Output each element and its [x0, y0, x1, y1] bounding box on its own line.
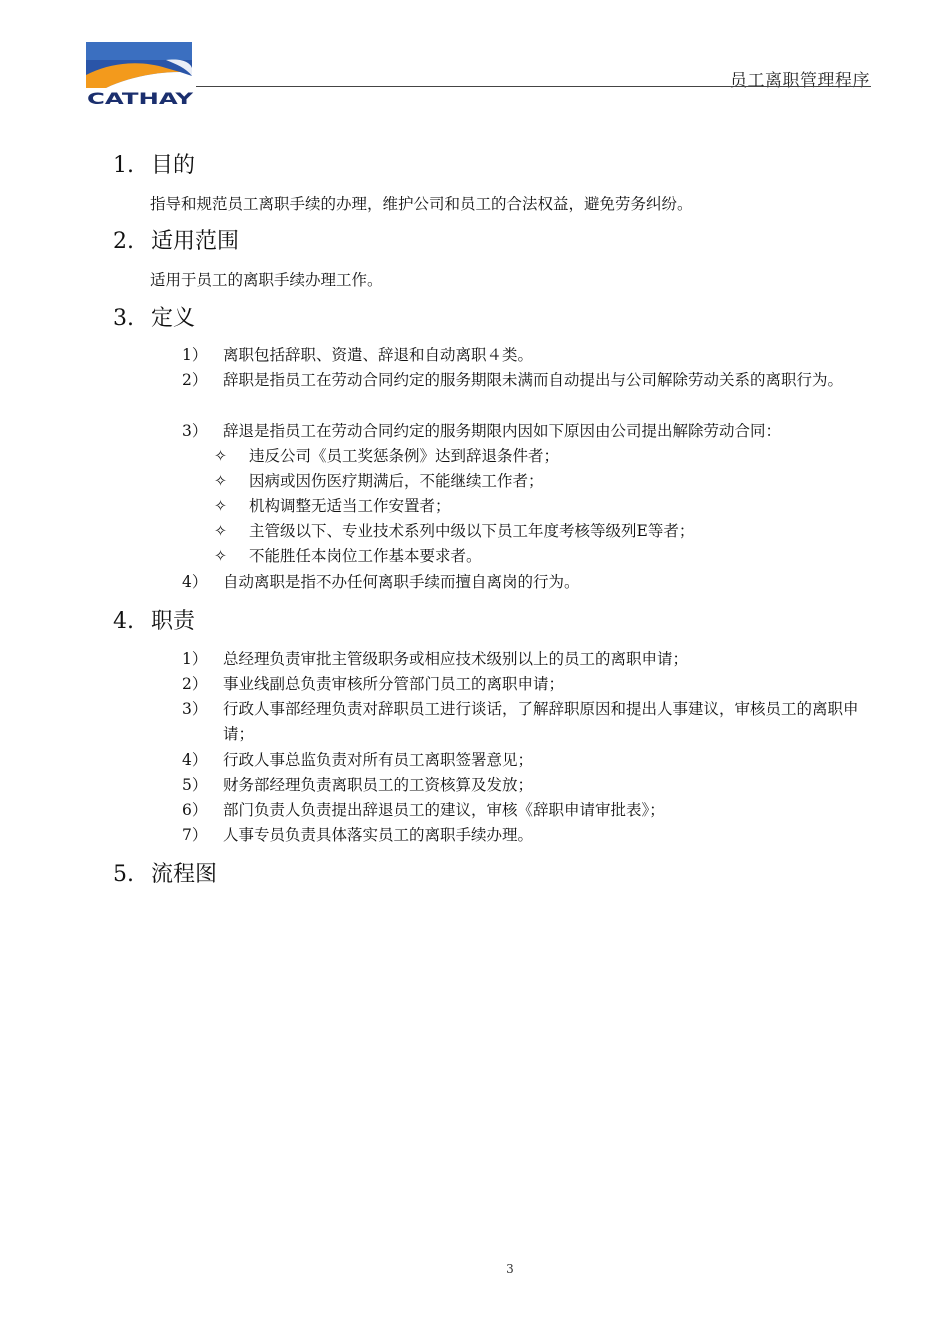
- bullet-item: [214, 444, 559, 469]
- section-heading-purpose: [113, 152, 195, 180]
- bullet-star-icon: ✧: [214, 472, 227, 490]
- list-item: [182, 368, 882, 393]
- section-number: 2.: [113, 229, 134, 254]
- section-heading-scope: [113, 228, 239, 256]
- list-item: [182, 647, 882, 672]
- list-item-text: 离职包括辞职、资遣、辞退和自动离职４类。: [223, 346, 534, 364]
- document-title: 员工离职管理程序: [730, 71, 870, 91]
- bullet-star-icon: ✧: [214, 497, 227, 515]
- section-paragraph: 指导和规范员工离职手续的办理，维护公司和员工的合法权益，避免劳务纠纷。: [150, 195, 693, 213]
- list-item-text: 总经理负责审批主管级职务或相应技术级别以上的员工的离职申请；: [223, 650, 689, 668]
- section-number: 3.: [113, 306, 134, 331]
- header-divider: [196, 86, 871, 87]
- bullet-text: 机构调整无适当工作安置者；: [249, 497, 451, 515]
- list-item-text: 行政人事部经理负责对辞职员工进行谈话，了解辞职原因和提出人事建议，审核员工的离职申请；: [223, 700, 859, 743]
- bullet-star-icon: ✧: [214, 522, 227, 540]
- bullet-star-icon: ✧: [214, 547, 227, 565]
- list-item: [182, 697, 882, 747]
- list-item-text: 辞职是指员工在劳动合同约定的服务期限未满而自动提出与公司解除劳动关系的离职行为。: [223, 371, 844, 389]
- list-item: [182, 748, 882, 773]
- list-item-text: 辞退是指员工在劳动合同约定的服务期限内因如下原因由公司提出解除劳动合同：: [223, 422, 782, 440]
- list-item-number: 4）: [182, 751, 208, 769]
- list-item-number: 1）: [182, 346, 208, 364]
- list-item-text: 行政人事总监负责对所有员工离职签署意见；: [223, 751, 534, 769]
- bullet-item: [214, 519, 694, 544]
- bullet-item: [214, 544, 482, 569]
- list-item-number: 4）: [182, 573, 208, 591]
- bullet-item: [214, 469, 544, 494]
- list-item-text: 人事专员负责具体落实员工的离职手续办理。: [223, 826, 534, 844]
- bullet-text: 违反公司《员工奖惩条例》达到辞退条件者；: [249, 447, 560, 465]
- list-item-text: 事业线副总负责审核所分管部门员工的离职申请；: [223, 675, 565, 693]
- list-item-number: 3）: [182, 700, 208, 718]
- section-paragraph: 适用于员工的离职手续办理工作。: [150, 271, 383, 289]
- list-item-number: 2）: [182, 371, 208, 389]
- section-heading-responsibilities: [113, 608, 195, 636]
- bullet-star-icon: ✧: [214, 447, 227, 465]
- section-number: 1.: [113, 153, 134, 178]
- list-item: [182, 570, 882, 595]
- section-title: 职责: [151, 609, 196, 634]
- section-heading-definitions: [113, 305, 195, 333]
- list-item: [182, 773, 882, 798]
- list-item-text: 自动离职是指不办任何离职手续而擅自离岗的行为。: [223, 573, 580, 591]
- bullet-item: [214, 494, 451, 519]
- list-item: [182, 672, 882, 697]
- section-number: 5.: [113, 862, 134, 887]
- list-item: [182, 823, 882, 848]
- list-item: [182, 798, 882, 823]
- company-logo: [86, 42, 194, 106]
- list-item-text: 财务部经理负责离职员工的工资核算及发放；: [223, 776, 534, 794]
- list-item-number: 6）: [182, 801, 208, 819]
- section-number: 4.: [113, 609, 134, 634]
- section-heading-flowchart: [113, 861, 217, 889]
- list-item-number: 7）: [182, 826, 208, 844]
- list-item-number: 3）: [182, 422, 208, 440]
- list-item-text: 部门负责人负责提出辞退员工的建议，审核《辞职申请审批表》；: [223, 801, 665, 819]
- list-item-number: 5）: [182, 776, 208, 794]
- list-item-number: 1）: [182, 650, 208, 668]
- list-item-number: 2）: [182, 675, 208, 693]
- section-title: 流程图: [151, 862, 218, 887]
- section-title: 定义: [151, 306, 196, 331]
- logo-text: CATHAY: [87, 89, 194, 106]
- bullet-text: 主管级以下、专业技术系列中级以下员工年度考核等级列E等者；: [249, 522, 695, 540]
- list-item: [182, 419, 882, 444]
- section-title: 适用范围: [151, 229, 240, 254]
- list-item: [182, 343, 882, 368]
- bullet-text: 不能胜任本岗位工作基本要求者。: [249, 547, 482, 565]
- section-title: 目的: [151, 153, 196, 178]
- bullet-text: 因病或因伤医疗期满后，不能继续工作者；: [249, 472, 544, 490]
- page-number: 3: [506, 1262, 514, 1276]
